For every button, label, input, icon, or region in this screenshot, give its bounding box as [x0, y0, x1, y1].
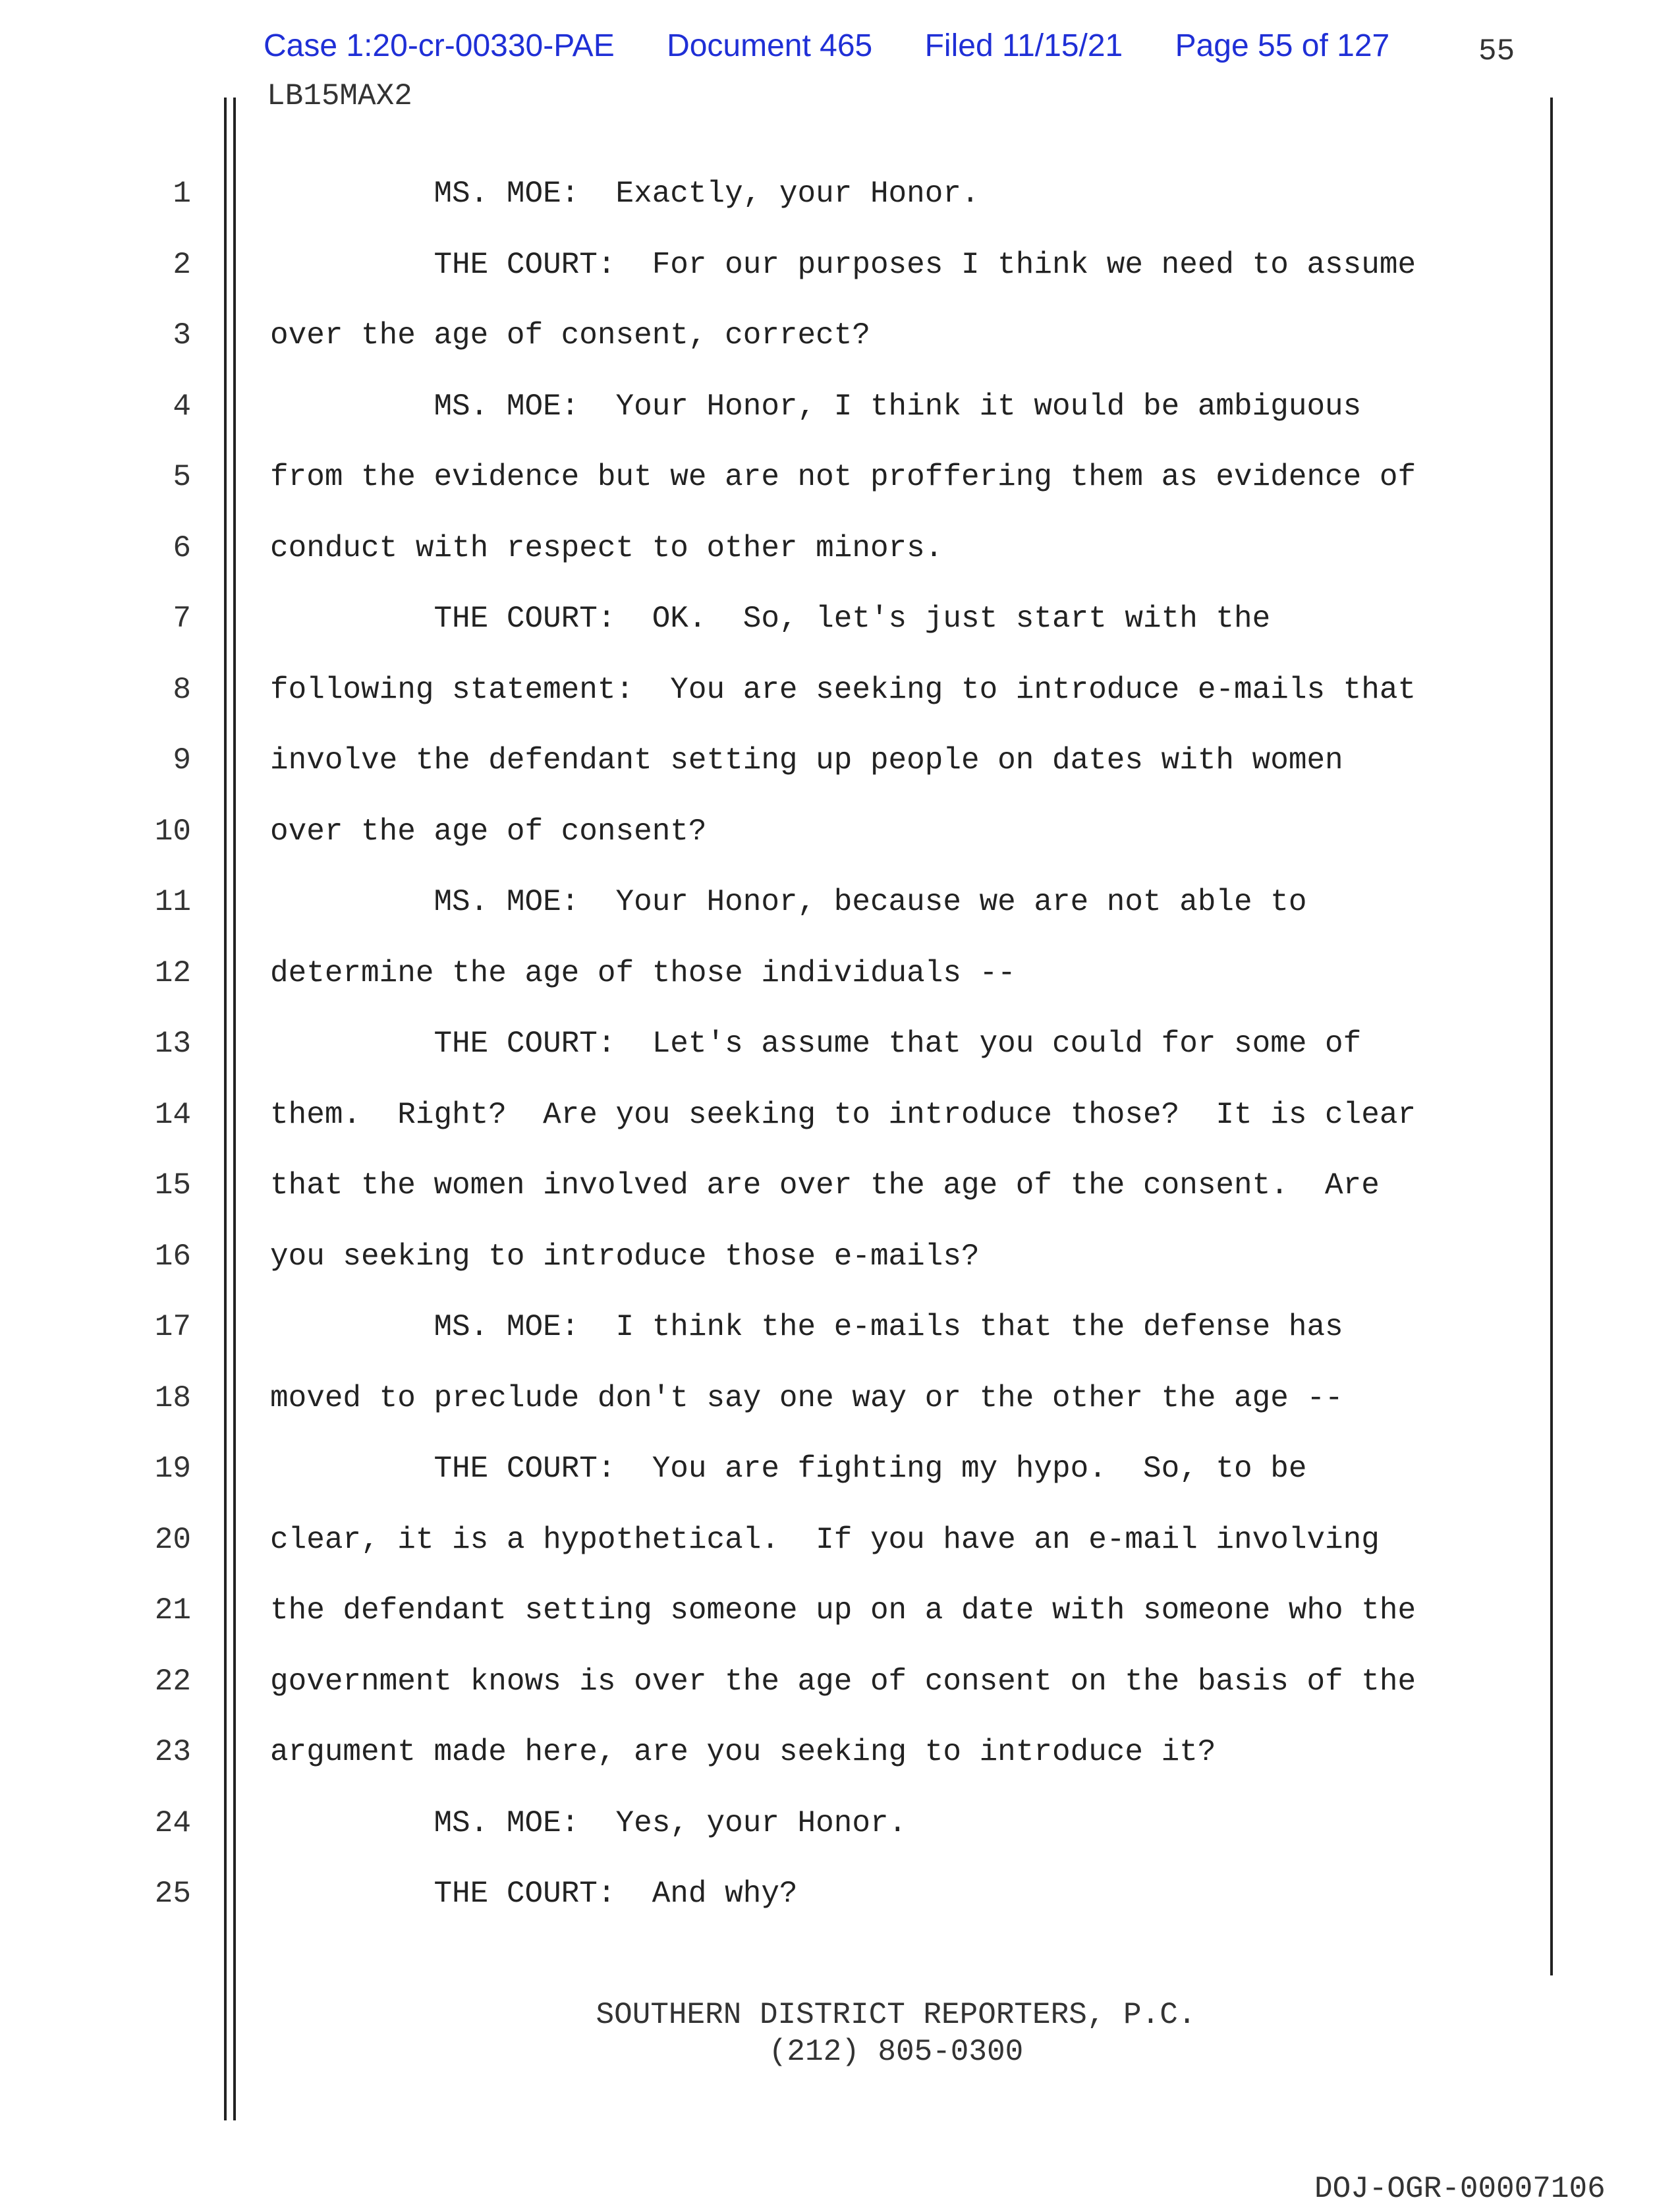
line-number: 17	[154, 1310, 191, 1344]
transcript-line: MS. MOE: Yes, your Honor.	[270, 1806, 907, 1840]
line-number: 1	[173, 177, 191, 211]
transcript-line: MS. MOE: Exactly, your Honor.	[270, 177, 980, 211]
line-number: 9	[173, 743, 191, 778]
transcript-line: argument made here, are you seeking to introduce it?	[270, 1735, 1216, 1769]
line-number: 11	[154, 885, 191, 919]
transcript-line: THE COURT: OK. So, let's just start with the	[270, 602, 1271, 636]
filed-date: Filed 11/15/21	[924, 28, 1123, 63]
line-number: 5	[173, 460, 191, 494]
bates-number: DOJ-OGR-00007106	[1314, 2172, 1606, 2206]
line-number: 21	[154, 1593, 191, 1628]
transcript-line: over the age of consent, correct?	[270, 318, 870, 353]
transcript-line: the defendant setting someone up on a date with someone who the	[270, 1593, 1416, 1628]
case-header	[264, 28, 1433, 64]
reporter-footer	[0, 1997, 1680, 2070]
line-number: 18	[154, 1381, 191, 1415]
transcript-line: that the women involved are over the age of the consent. Are	[270, 1168, 1380, 1203]
transcript-line: moved to preclude don't say one way or the other the age --	[270, 1381, 1343, 1415]
case-number: Case 1:20-cr-00330-PAE	[264, 28, 615, 63]
line-number: 20	[154, 1523, 191, 1557]
transcript-line: THE COURT: You are fighting my hypo. So, to be	[270, 1452, 1307, 1486]
page-of-total: Page 55 of 127	[1175, 28, 1390, 63]
line-number: 23	[154, 1735, 191, 1769]
page-number: 55	[1478, 34, 1515, 69]
line-number: 16	[154, 1239, 191, 1274]
line-number: 3	[173, 318, 191, 353]
transcript-line: determine the age of those individuals --	[270, 956, 1016, 990]
case-code: LB15MAX2	[267, 79, 412, 113]
reporter-name: SOUTHERN DISTRICT REPORTERS, P.C.	[596, 1998, 1196, 2032]
transcript-line: conduct with respect to other minors.	[270, 531, 943, 565]
transcript-line: them. Right? Are you seeking to introduce those? It is clear	[270, 1098, 1416, 1132]
transcript-line: MS. MOE: Your Honor, because we are not able to	[270, 885, 1307, 919]
line-number: 12	[154, 956, 191, 990]
line-number: 6	[173, 531, 191, 565]
line-number: 10	[154, 814, 191, 849]
line-number: 14	[154, 1098, 191, 1132]
transcript-line: THE COURT: Let's assume that you could for some of	[270, 1027, 1362, 1061]
transcript-line: over the age of consent?	[270, 814, 707, 849]
line-number: 2	[173, 248, 191, 282]
transcript-line: involve the defendant setting up people on dates with women	[270, 743, 1343, 778]
line-number: 7	[173, 602, 191, 636]
document-number: Document 465	[667, 28, 873, 63]
left-margin-rule-inner	[233, 98, 236, 2120]
transcript-line: MS. MOE: I think the e-mails that the defense has	[270, 1310, 1343, 1344]
reporter-phone: (212) 805-0300	[768, 2035, 1024, 2069]
transcript-line: government knows is over the age of consent on the basis of the	[270, 1664, 1416, 1699]
transcript-line: THE COURT: And why?	[270, 1877, 798, 1911]
line-number: 19	[154, 1452, 191, 1486]
right-margin-rule	[1550, 98, 1553, 1975]
line-number: 22	[154, 1664, 191, 1699]
transcript-line: THE COURT: For our purposes I think we need to assume	[270, 248, 1416, 282]
transcript-line: clear, it is a hypothetical. If you have an e-mail involving	[270, 1523, 1380, 1557]
line-number: 25	[154, 1877, 191, 1911]
line-number: 13	[154, 1027, 191, 1061]
line-number: 4	[173, 389, 191, 424]
transcript-line: you seeking to introduce those e-mails?	[270, 1239, 980, 1274]
transcript-line: MS. MOE: Your Honor, I think it would be ambiguous	[270, 389, 1362, 424]
line-number: 8	[173, 673, 191, 707]
left-margin-rule-outer	[224, 98, 227, 2120]
transcript-line: following statement: You are seeking to introduce e-mails that	[270, 673, 1416, 707]
line-number: 24	[154, 1806, 191, 1840]
line-number: 15	[154, 1168, 191, 1203]
transcript-line: from the evidence but we are not proffering them as evidence of	[270, 460, 1416, 494]
